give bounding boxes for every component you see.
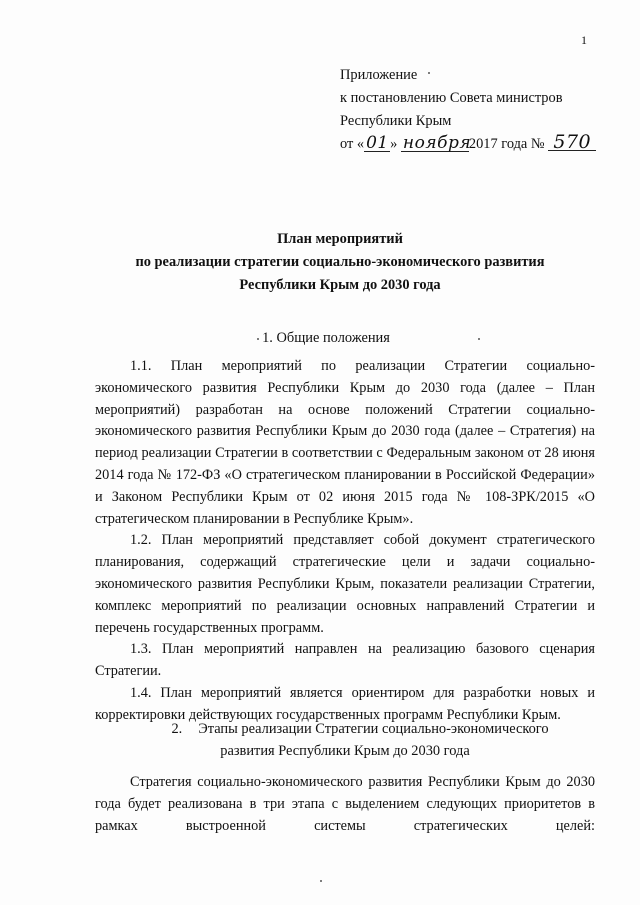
section-2-number: 2. (171, 721, 183, 737)
title-line-1: План мероприятий (277, 231, 403, 247)
date-mid: » (390, 136, 398, 152)
title-line-2: по реализации стратегии социально-экономического развития (135, 254, 545, 270)
title-line-3: Республики Крым до 2030 года (239, 277, 441, 293)
paragraph-1-2: 1.2. План мероприятий представляет собой документ стратегического планирования, содержащий стратегические цели и задачи социально-экономического развития Республики Крым, показатели реализации Стратегии, комплекс мероприятий по реализации основных направлений Стратегии и перечень государственных программ. (95, 532, 595, 636)
section-2-heading-line-2: развития Республики Крым до 2030 года (220, 743, 470, 759)
handwritten-number: 570 (548, 134, 596, 151)
section-2-heading-text-1: Этапы реализации Стратегии социально-экономического (198, 721, 549, 737)
appendix-date-line (340, 133, 596, 156)
scan-speck (257, 338, 259, 340)
appendix-line-3: Республики Крым (340, 113, 452, 129)
handwritten-day: 01 (366, 133, 389, 153)
paragraph-1-4: 1.4. План мероприятий является ориентиром для разработки новых и корректировки действующих государственных программ Республики Крым. (95, 684, 595, 723)
appendix-block (340, 64, 596, 156)
section-1-body (95, 356, 595, 727)
scan-speck (320, 880, 322, 882)
section-2-heading-line-1 (95, 718, 595, 740)
paragraph-1-3: 1.3. План мероприятий направлен на реализацию базового сценария Стратегии. (95, 641, 595, 680)
paragraph-1-1: 1.1. План мероприятий по реализации Стратегии социально-экономического развития Республики Крым до 2030 года (далее – План мероприятий) разработан на основе положений Стратегии социально-экономического развития Республики Крым до 2030 года (далее – Стратегия) на период реализации Стратегии в соответствии с Федеральным законом от 28 июня 2014 года № 172-ФЗ «О стратегическом планировании в Российской Федерации» и Законом Республики Крым от 02 июня 2015 года № 108-ЗРК/2015 «О стратегическом планировании в Республике Крым». (95, 358, 595, 527)
paragraph-2: Стратегия социально-экономического развития Республики Крым до 2030 года будет реализована в три этапа с выделением следующих приоритетов в рамках выстроенной системы стратегических целей: (95, 774, 595, 834)
page-number: 1 (581, 33, 587, 47)
handwritten-month: ноября (402, 133, 472, 153)
document-title (0, 228, 640, 297)
section-2-body (95, 771, 595, 837)
appendix-line-1: Приложение (340, 67, 418, 83)
section-1-heading: 1. Общие положения (262, 330, 390, 346)
scan-speck (428, 72, 430, 74)
date-prefix: от « (340, 136, 365, 152)
scan-speck (478, 338, 480, 340)
appendix-line-2: к постановлению Совета министров (340, 90, 563, 106)
date-suffix: 2017 года № (468, 136, 545, 152)
section-2-heading (95, 718, 595, 762)
